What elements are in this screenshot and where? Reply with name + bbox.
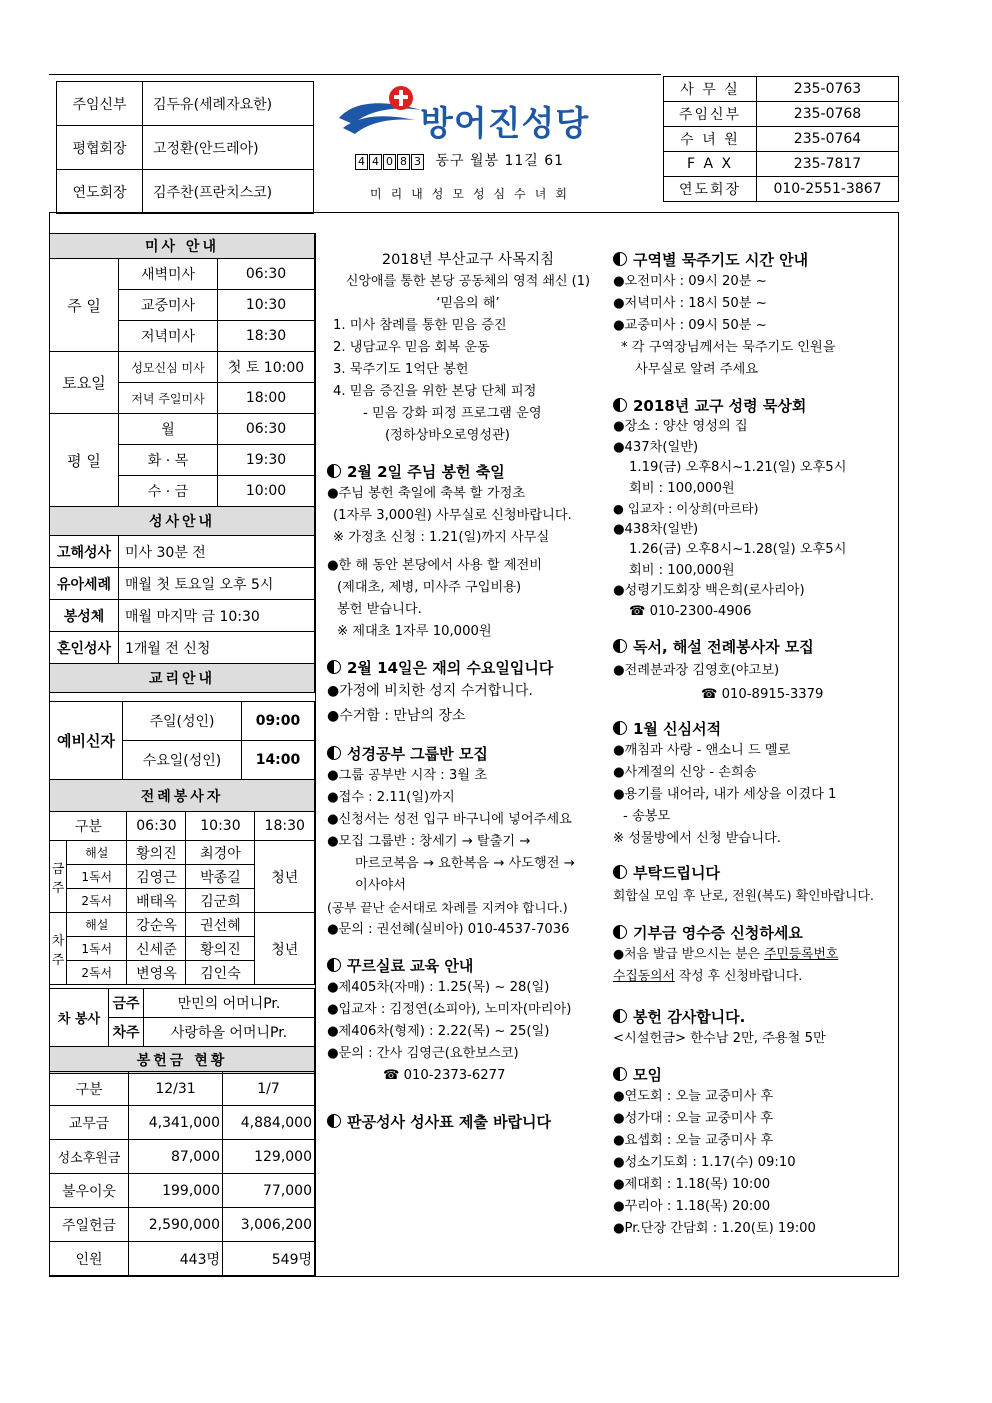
half-circle-icon: [613, 398, 627, 412]
mass-name: 수 · 금: [119, 476, 218, 507]
feast-line: (1자루 3,000원) 사무실로 신청바랍니다.: [333, 508, 572, 523]
server-role: 1독서: [67, 865, 127, 889]
thanks-line: <시설헌금> 한수남 2만, 주용철 5만: [613, 1031, 826, 1046]
reader-line: ●전례분과장 김영호(야고보): [613, 663, 780, 678]
mass-time: 첫 토 10:00: [218, 352, 315, 383]
rosary-title: 구역별 묵주기도 시간 안내: [633, 251, 809, 269]
rosary-line: 사무실로 알려 주세요: [635, 362, 759, 377]
bible-line: 마르코복음 → 요한복음 → 사도행전 →: [355, 856, 575, 871]
sacrament-name: 고해성사: [50, 536, 119, 568]
bible-title: 성경공부 그룹반 모집: [347, 745, 488, 763]
cursillo-title: 꾸르실료 교육 안내: [347, 957, 474, 975]
offering-table: [49, 1071, 315, 1276]
receipt-highlight: 수집동의서: [613, 969, 675, 984]
postal-digit: 8: [397, 154, 410, 170]
policy-item: 3. 묵주기도 1억단 봉헌: [333, 362, 469, 377]
sacrament-name: 봉성체: [50, 600, 119, 632]
mass-name: 저녁 주일미사: [119, 383, 218, 414]
mass-name: 새벽미사: [119, 259, 218, 290]
books-line: ●깨침과 사랑 - 앤소니 드 멜로: [613, 743, 791, 758]
retreat-line: ●성령기도회장 백은희(로사리아): [613, 583, 805, 598]
meet-title: 모임: [633, 1066, 662, 1084]
server-youth: 청년: [255, 841, 315, 913]
contact-number: 235-7817: [757, 152, 899, 177]
offering-item: 교무금: [50, 1106, 129, 1140]
half-circle-icon: [327, 746, 341, 760]
reader-title: 독서, 해설 전례봉사자 모집: [633, 638, 814, 656]
servers-col: 18:30: [255, 812, 315, 841]
mass-title: 미사 안내: [50, 234, 315, 259]
offering-value: 443명: [129, 1242, 223, 1276]
rosary-line: ●교중미사 : 09시 50분 ~: [613, 318, 767, 333]
offering-value: 4,341,000: [129, 1106, 223, 1140]
doctrine-time: 09:00: [242, 702, 315, 741]
books-line: ※ 성물방에서 신청 받습니다.: [613, 831, 781, 846]
contact-number: 010-2551-3867: [757, 177, 899, 202]
server-role: 2독서: [67, 889, 127, 913]
staff-name: 김두유(세례자요한): [143, 82, 314, 126]
server-name: 권선혜: [186, 913, 255, 937]
contact-label: F A X: [664, 152, 757, 177]
feast-line: (제대초, 제병, 미사주 구입비용): [337, 580, 522, 595]
books-line: ●사계절의 신앙 - 손희송: [613, 765, 757, 780]
meet-line: ●성소기도회 : 1.17(수) 09:10: [613, 1155, 796, 1170]
cursillo-line: ●제406차(형제) : 2.22(목) ~ 25(일): [327, 1024, 550, 1039]
servers-title: 전례봉사자: [50, 780, 315, 812]
server-role: 해설: [67, 841, 127, 865]
half-circle-icon: [613, 865, 627, 879]
policy-subtitle: 신앙애를 통한 본당 공동체의 영적 쇄신 (1): [345, 274, 591, 289]
sacrament-info: 매월 첫 토요일 오후 5시: [119, 568, 315, 600]
car-team: 사랑하올 어머니Pr.: [144, 1018, 315, 1047]
offering-value: 2,590,000: [129, 1208, 223, 1242]
offering-value: 4,884,000: [223, 1106, 315, 1140]
policy-item: 2. 냉담교우 믿음 회복 운동: [333, 340, 490, 355]
half-circle-icon: [613, 252, 627, 266]
meet-line: ●Pr.단장 간담회 : 1.20(토) 19:00: [613, 1221, 816, 1236]
server-name: 강순옥: [127, 913, 186, 937]
convent-name: 미리내성모성심수녀회: [370, 187, 576, 201]
contact-number: 235-0763: [757, 77, 899, 102]
books-title: 1월 신심서적: [633, 720, 722, 738]
servers-col: 구분: [50, 812, 127, 841]
retreat-line: ☎ 010-2300-4906: [629, 603, 752, 619]
postal-digit: 4: [355, 154, 368, 170]
ash-title: 2월 14일은 재의 수요일입니다: [347, 659, 554, 677]
servers-col: 06:30: [127, 812, 186, 841]
servers-table: [49, 811, 315, 985]
doctrine-table: [49, 701, 315, 812]
car-week: 금주: [109, 989, 144, 1018]
server-name: 변영옥: [127, 961, 186, 985]
car-week: 차주: [109, 1018, 144, 1047]
thanks-title: 봉헌 감사합니다.: [633, 1008, 746, 1026]
books-line: - 송봉모: [623, 809, 671, 824]
sacrament-info: 미사 30분 전: [119, 536, 315, 568]
half-circle-icon: [613, 1009, 627, 1023]
offering-value: 87,000: [129, 1140, 223, 1174]
retreat-line: 회비 : 100,000원: [629, 562, 735, 578]
half-circle-icon: [327, 958, 341, 972]
server-youth: 청년: [255, 913, 315, 985]
half-circle-icon: [327, 1114, 341, 1128]
mass-time: 06:30: [218, 259, 315, 290]
feast-line: ●한 해 동안 본당에서 사용 할 제전비: [327, 558, 543, 573]
rosary-line: ●저녁미사 : 18시 50분 ~: [613, 296, 767, 311]
meet-line: ●요셉회 : 오늘 교중미사 후: [613, 1133, 774, 1148]
mass-name: 교중미사: [119, 290, 218, 321]
mass-time: 18:30: [218, 321, 315, 352]
meet-line: ●꾸리아 : 1.18(목) 20:00: [613, 1199, 771, 1214]
policy-item: 1. 미사 참례를 통한 믿음 증진: [333, 318, 507, 333]
offering-item: 인원: [50, 1242, 129, 1276]
car-service-table: [49, 988, 315, 1074]
half-circle-icon: [613, 925, 627, 939]
server-name: 신세준: [127, 937, 186, 961]
policy-item-place: (정하상바오로영성관): [385, 428, 510, 443]
staff-role: 연도회장: [57, 170, 143, 214]
cursillo-line: ●입교자 : 김정연(소피아), 노미자(마리아): [327, 1002, 572, 1017]
staff-name: 고정환(안드레아): [143, 126, 314, 170]
server-name: 김군희: [186, 889, 255, 913]
server-name: 황의진: [127, 841, 186, 865]
church-name: 방어진성당: [420, 104, 590, 144]
mass-name: 성모신심 미사: [119, 352, 218, 383]
mass-time: 10:30: [218, 290, 315, 321]
retreat-line: 1.26(금) 오후8시~1.28(일) 오후5시: [629, 542, 847, 557]
offering-title: 봉헌금 현황: [50, 1047, 315, 1074]
server-name: 배태옥: [127, 889, 186, 913]
retreat-title: 2018년 교구 성령 묵상회: [633, 397, 807, 415]
rosary-line: ●오전미사 : 09시 20분 ~: [613, 274, 767, 289]
receipt-title: 기부금 영수증 신청하세요: [633, 924, 803, 942]
feast-title: 2월 2일 주님 봉헌 축일: [347, 463, 505, 481]
bible-line: ●접수 : 2.11(일)까지: [327, 790, 455, 805]
policy-item: 4. 믿음 증진을 위한 본당 단체 피정: [333, 384, 537, 399]
feast-line: ●주님 봉헌 축일에 축복 할 가정초: [327, 486, 526, 501]
retreat-line: ●438차(일반): [613, 521, 699, 537]
mass-day: 토요일: [50, 352, 119, 414]
retreat-line: ● 입교자 : 이상희(마르타): [613, 501, 759, 516]
sacrament-name: 혼인성사: [50, 632, 119, 664]
doctrine-title: 교리안내: [50, 664, 315, 693]
middle-column: [327, 249, 609, 1133]
doctrine-class: 수요일(성인): [123, 741, 242, 780]
right-column: [613, 249, 895, 1240]
bible-line: ●그룹 공부반 시작 : 3월 초: [327, 768, 487, 783]
mass-day: 평 일: [50, 414, 119, 507]
week-label: 차주: [50, 913, 67, 985]
server-role: 해설: [67, 913, 127, 937]
church-logo: [335, 84, 423, 140]
meet-line: ●성가대 : 오늘 교중미사 후: [613, 1111, 774, 1126]
cursillo-line: ●문의 : 간사 김영근(요한보스코): [327, 1046, 519, 1061]
mass-name: 화 · 목: [119, 445, 218, 476]
half-circle-icon: [613, 639, 627, 653]
books-line: ●용기를 내어라, 내가 세상을 이겼다 1: [613, 787, 837, 802]
contact-label: 수 녀 원: [664, 127, 757, 152]
ash-line: ●수거함 : 만남의 장소: [327, 708, 466, 724]
mass-table: [49, 233, 315, 693]
server-name: 김영근: [127, 865, 186, 889]
mass-name: 월: [119, 414, 218, 445]
request-line: 회합실 모임 후 난로, 전원(복도) 확인바랍니다.: [613, 889, 874, 904]
retreat-line: 1.19(금) 오후8시~1.21(일) 오후5시: [629, 460, 847, 475]
receipt-highlight: 주민등록번호: [764, 947, 839, 962]
contact-label: 사 무 실: [664, 77, 757, 102]
meet-line: ●제대회 : 1.18(목) 10:00: [613, 1177, 771, 1192]
week-label: 금주: [50, 841, 67, 913]
server-name: 김인숙: [186, 961, 255, 985]
sacrament-info: 매월 마지막 금 10:30: [119, 600, 315, 632]
cursillo-line: ☎ 010-2373-6277: [383, 1068, 506, 1083]
offering-item: 불우이웃: [50, 1174, 129, 1208]
doctrine-class: 주일(성인): [123, 702, 242, 741]
bible-line: 이사야서: [355, 878, 406, 893]
offering-value: 549명: [223, 1242, 315, 1276]
offering-col: 12/31: [129, 1072, 223, 1106]
server-name: 박종길: [186, 865, 255, 889]
mass-time: 06:30: [218, 414, 315, 445]
offering-value: 3,006,200: [223, 1208, 315, 1242]
contact-label: 주임신부: [664, 102, 757, 127]
sacrament-name: 유아세례: [50, 568, 119, 600]
offering-value: 77,000: [223, 1174, 315, 1208]
address: [355, 150, 564, 170]
ash-line: ●가정에 비치한 성지 수거합니다.: [327, 683, 533, 699]
staff-role: 주임신부: [57, 82, 143, 126]
mass-time: 10:00: [218, 476, 315, 507]
contact-label: 연도회장: [664, 177, 757, 202]
mass-day: 주 일: [50, 259, 119, 352]
offering-col: 구분: [50, 1072, 129, 1106]
staff-role: 평협회장: [57, 126, 143, 170]
offering-item: 주일헌금: [50, 1208, 129, 1242]
bible-line: ●문의 : 권선혜(실비아) 010-4537-7036: [327, 922, 570, 937]
feast-line: 봉헌 받습니다.: [337, 602, 422, 617]
servers-col: 10:30: [186, 812, 255, 841]
left-column-divider: [315, 233, 316, 1277]
contact-number: 235-0764: [757, 127, 899, 152]
policy-title: 2018년 부산교구 사목지침: [381, 252, 555, 268]
retreat-line: ●장소 : 양산 영성의 집: [613, 419, 748, 434]
server-name: 황의진: [186, 937, 255, 961]
policy-item-sub: - 믿음 강화 피정 프로그램 운영: [363, 406, 542, 421]
bible-line: ●신청서는 성전 입구 바구니에 넣어주세요: [327, 812, 572, 827]
feast-line: ※ 가정초 신청 : 1.21(일)까지 사무실: [333, 530, 550, 545]
contact-table: [663, 76, 899, 202]
half-circle-icon: [327, 660, 341, 674]
bible-line: ●모집 그룹반 : 창세기 → 탈출기 →: [327, 834, 531, 849]
doctrine-time: 14:00: [242, 741, 315, 780]
feast-line: ※ 제대초 1자루 10,000원: [337, 624, 492, 639]
mass-time: 18:00: [218, 383, 315, 414]
contact-number: 235-0768: [757, 102, 899, 127]
server-role: 2독서: [67, 961, 127, 985]
server-name: 최경아: [186, 841, 255, 865]
car-label: 차 봉사: [50, 989, 109, 1047]
header-top-rule: [49, 74, 661, 75]
retreat-line: 회비 : 100,000원: [629, 480, 735, 496]
car-team: 만민의 어머니Pr.: [144, 989, 315, 1018]
half-circle-icon: [613, 1067, 627, 1081]
server-role: 1독서: [67, 937, 127, 961]
postal-digit: 4: [369, 154, 382, 170]
staff-name: 김주찬(프란치스코): [143, 170, 314, 214]
half-circle-icon: [327, 464, 341, 478]
bible-line: (공부 끝난 순서대로 차례를 지켜야 합니다.): [327, 900, 568, 915]
postal-digit: 0: [383, 154, 396, 170]
meet-line: ●연도회 : 오늘 교중미사 후: [613, 1089, 774, 1104]
retreat-line: ●437차(일반): [613, 439, 699, 455]
reader-line: ☎ 010-8915-3379: [701, 687, 824, 702]
judgment-title: 판공성사 성사표 제출 바랍니다: [347, 1113, 552, 1131]
rosary-line: * 각 구역장님께서는 묵주기도 인원을: [621, 340, 836, 355]
staff-table: [56, 81, 314, 214]
sacrament-info: 1개월 전 신청: [119, 632, 315, 664]
policy-year: ‘믿음의 해’: [436, 296, 500, 311]
doctrine-label: 예비신자: [50, 702, 123, 780]
sacrament-title: 성사안내: [50, 507, 315, 536]
offering-value: 129,000: [223, 1140, 315, 1174]
receipt-line: ●처음 발급 받으시는 분은: [613, 947, 765, 962]
mass-time: 19:30: [218, 445, 315, 476]
receipt-line: 작성 후 신청바랍니다.: [674, 969, 803, 984]
street-address: 동구 월봉 11길 61: [435, 153, 565, 169]
cursillo-line: ●제405차(자매) : 1.25(목) ~ 28(일): [327, 980, 550, 995]
postal-digit: 3: [411, 154, 424, 170]
mass-name: 저녁미사: [119, 321, 218, 352]
request-title: 부탁드립니다: [633, 864, 720, 882]
offering-item: 성소후원금: [50, 1140, 129, 1174]
offering-value: 199,000: [129, 1174, 223, 1208]
offering-col: 1/7: [223, 1072, 315, 1106]
half-circle-icon: [613, 721, 627, 735]
